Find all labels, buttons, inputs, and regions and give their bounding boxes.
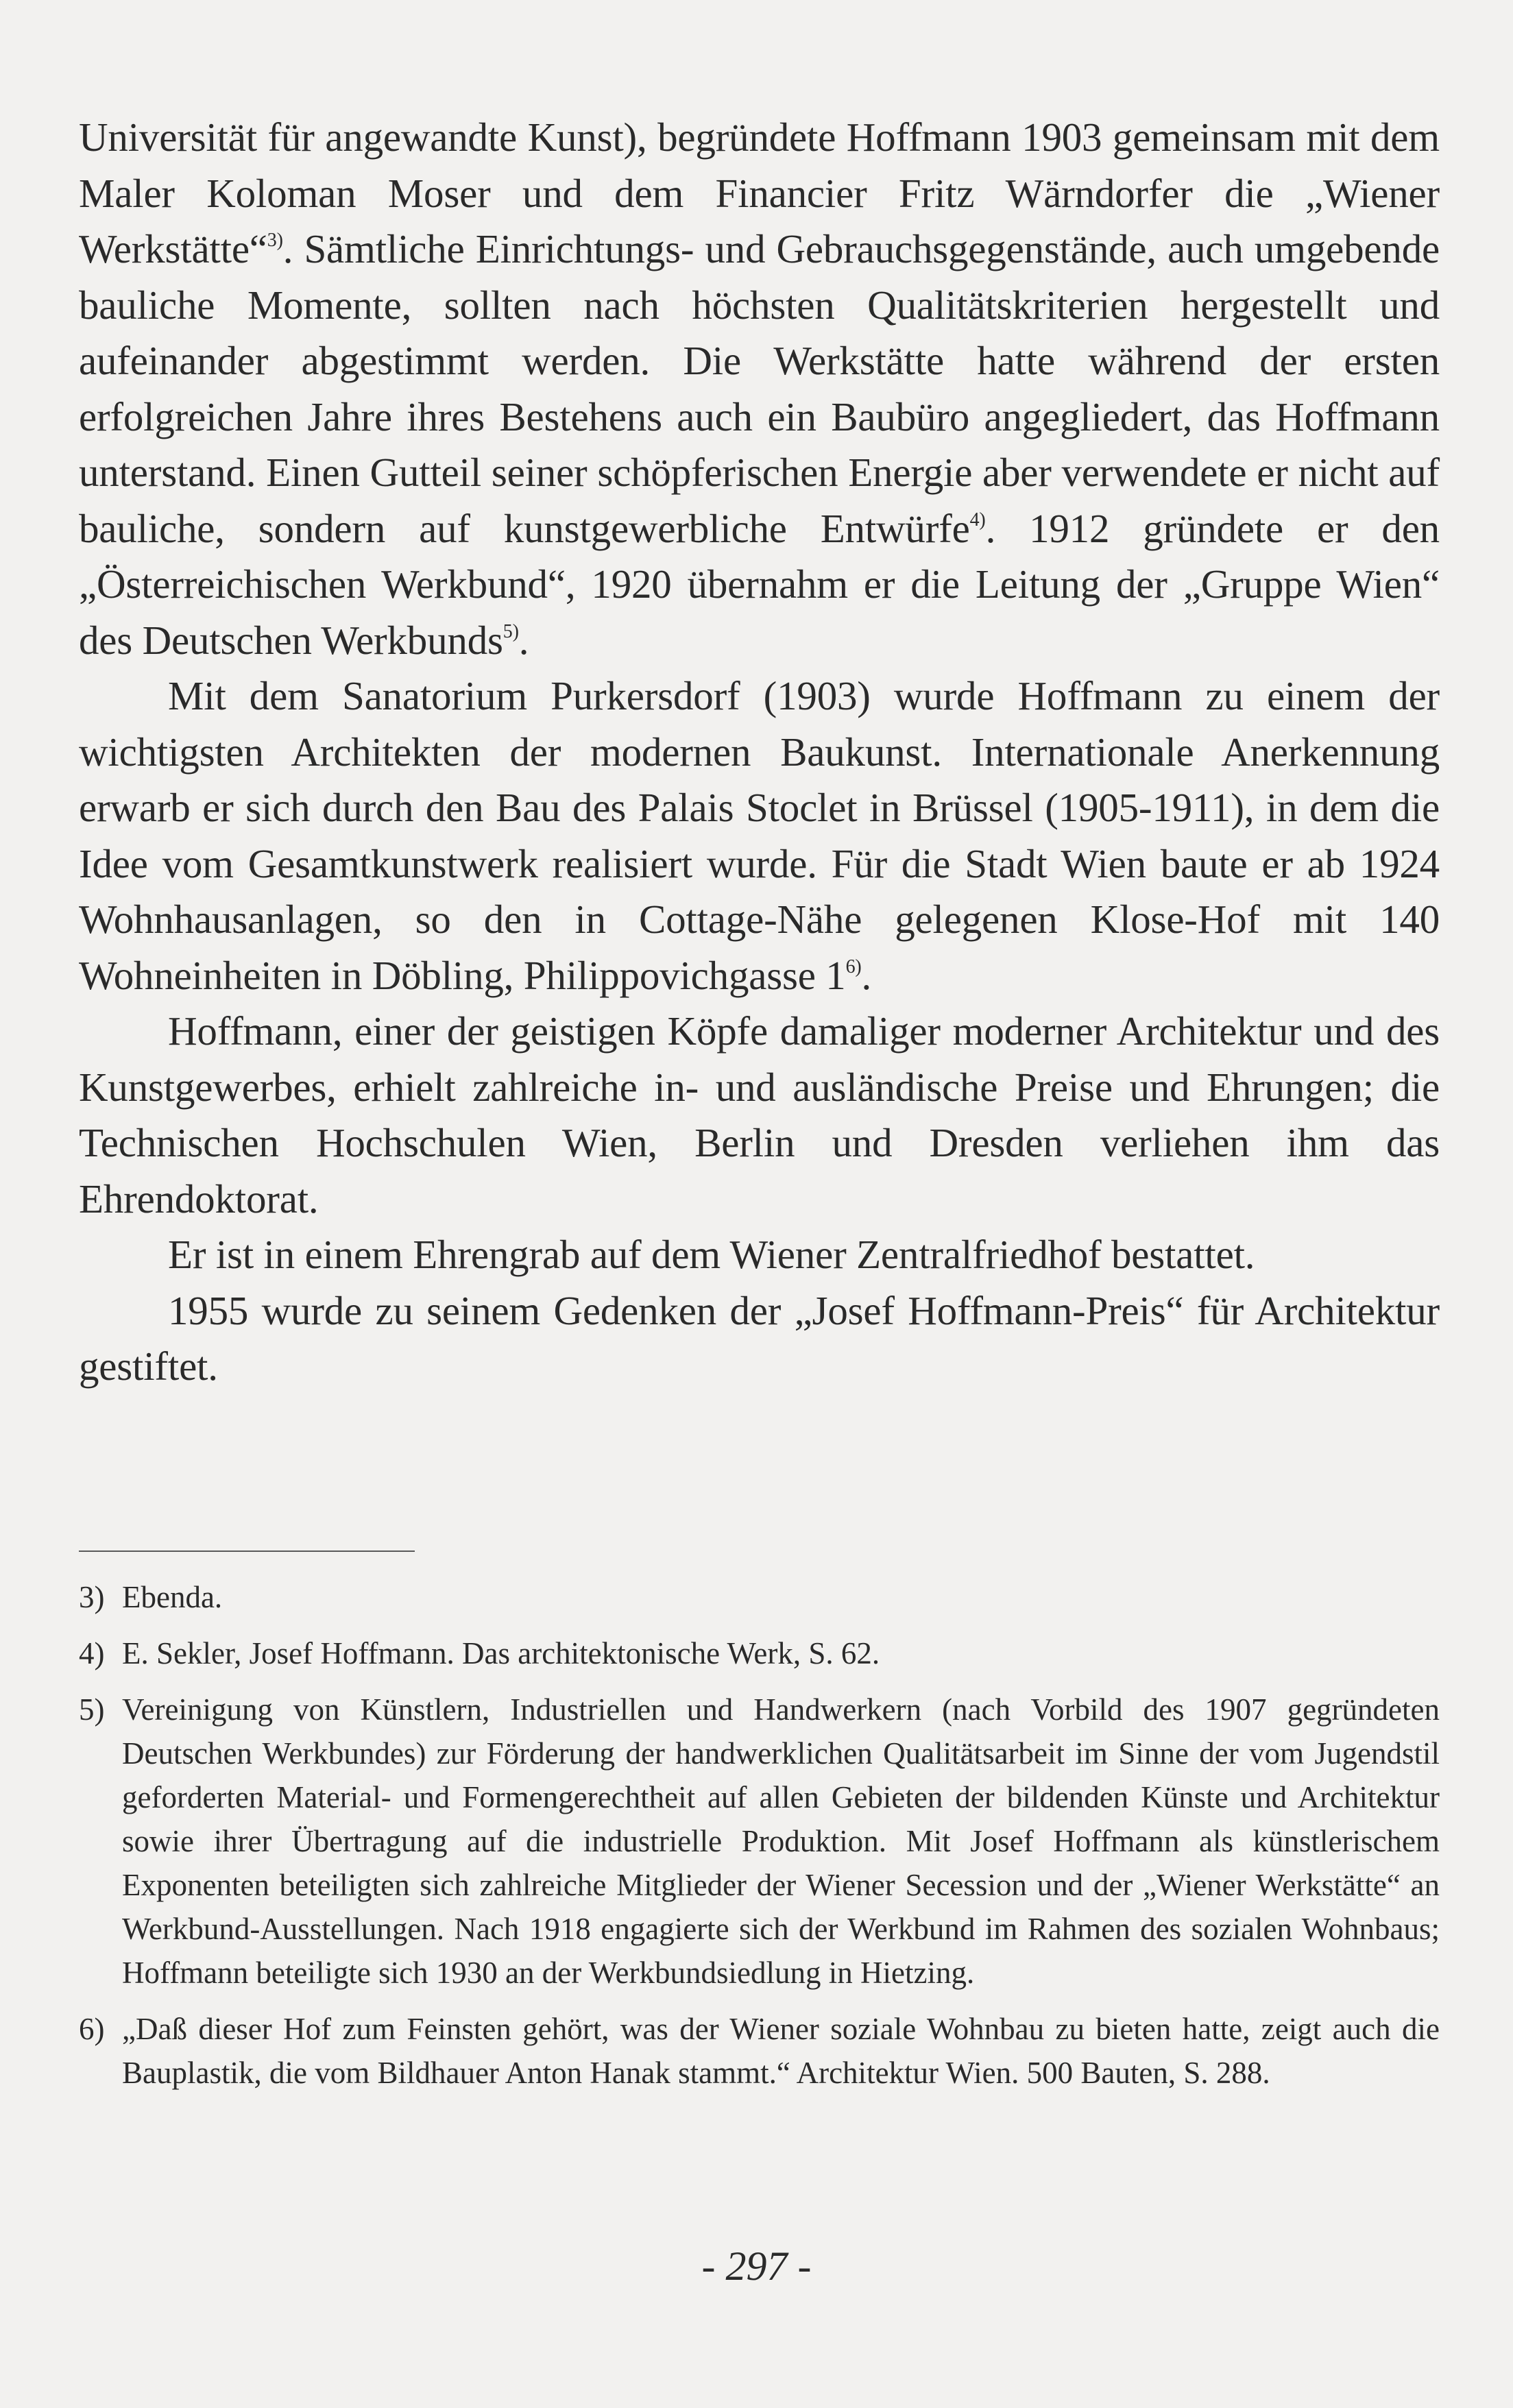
- footnote-text: „Daß dieser Hof zum Feinsten gehört, was der Wiener soziale Wohnbau zu bieten hatte, zeigt auch die Bauplastik, die vom Bildhauer Anton Hanak stammt.“ Architektur Wien. 500 Bauten, S. 288.: [122, 2012, 1440, 2090]
- footnote-number: 4): [79, 1636, 105, 1670]
- footnote-number: 3): [79, 1580, 105, 1614]
- footnote-4: [79, 1631, 1440, 1675]
- paragraph-4: Er ist in einem Ehrengrab auf dem Wiener Zentralfriedhof bestattet.: [168, 1232, 1255, 1277]
- footnotes: [79, 1575, 1440, 2107]
- footnote-number: 6): [79, 2012, 105, 2046]
- paragraph-3: Hoffmann, einer der geistigen Köpfe damaliger moderner Architektur und des Kunstgewerbes, erhielt zahlreiche in- und ausländische Preise und Ehrungen; die Technischen Hochschulen Wien, Berlin und Dresden verliehen ihm das Ehrendoktorat.: [79, 1008, 1440, 1221]
- footnote-text: Ebenda.: [122, 1580, 223, 1614]
- paragraph-1: Universität für angewandte Kunst), begründete Hoffmann 1903 gemeinsam mit dem Maler Koloman Moser und dem Financier Fritz Wärndorfer die „Wiener Werkstätte“$^{3)}$. Sämtliche Einrichtungs- und Gebrauchsgegenstände, auch umgebende bauliche Momente, sollten nach höchsten Qualitätskriterien hergestellt und aufeinander abgestimmt werden. Die Werkstätte hatte während der ersten erfolgreichen Jahre ihres Bestehens auch ein Baubüro angegliedert, das Hoffmann unterstand. Einen Gutteil seiner schöpferischen Energie aber verwendete er nicht auf bauliche, sondern auf kunstgewerbliche Entwürfe$^{4)}$. 1912 gründete er den „Österreichischen Werkbund“, 1920 übernahm er die Leitung der „Gruppe Wien“ des Deutschen Werkbunds$^{5)}$.: [79, 114, 1440, 663]
- footnote-ref-5[interactable]: 5): [503, 620, 519, 642]
- footnote-5: [79, 1688, 1440, 1995]
- footnote-ref-6[interactable]: 6): [845, 956, 862, 977]
- main-text: [79, 110, 1440, 1395]
- paragraph-5: 1955 wurde zu seinem Gedenken der „Josef Hoffmann-Preis“ für Architektur gestiftet.: [79, 1287, 1440, 1389]
- footnote-text: E. Sekler, Josef Hoffmann. Das architektonische Werk, S. 62.: [122, 1636, 880, 1670]
- footnote-ref-3[interactable]: 3): [267, 230, 283, 251]
- paragraph-2: Mit dem Sanatorium Purkersdorf (1903) wurde Hoffmann zu einem der wichtigsten Architekten der modernen Baukunst. Internationale Anerkennung erwarb er sich durch den Bau des Palais Stoclet in Brüssel (1905-1911), in dem die Idee vom Gesamtkunstwerk realisiert wurde. Für die Stadt Wien baute er ab 1924 Wohnhausanlagen, so den in Cottage-Nähe gelegenen Klose-Hof mit 140 Wohneinheiten in Döbling, Philippovichgasse 1$^{6)}$.: [79, 673, 1440, 998]
- footnote-divider: [79, 1550, 415, 1552]
- footnote-3: [79, 1575, 1440, 1619]
- footnote-6: [79, 2007, 1440, 2095]
- footnote-number: 5): [79, 1692, 105, 1727]
- page-number: - 297 -: [701, 2243, 812, 2289]
- footnote-ref-4[interactable]: 4): [969, 509, 986, 531]
- footnote-text: Vereinigung von Künstlern, Industriellen und Handwerkern (nach Vorbild des 1907 gegründeten Deutschen Werkbundes) zur Förderung der handwerklichen Qualitätsarbeit im Sinne der vom Jugendstil geforderten Material- und Formengerechtheit auf allen Gebieten der bildenden Künste und Architektur sowie ihrer Übertragung auf die industrielle Produktion. Mit Josef Hoffmann als künstlerischem Exponenten beteiligten sich zahlreiche Mitglieder der Wiener Secession und der „Wiener Werkstätte“ an Werkbund-Ausstellungen. Nach 1918 engagierte sich der Werkbund im Rahmen des sozialen Wohnbaus; Hoffmann beteiligte sich 1930 an der Werkbundsiedlung in Hietzing.: [122, 1692, 1440, 1990]
